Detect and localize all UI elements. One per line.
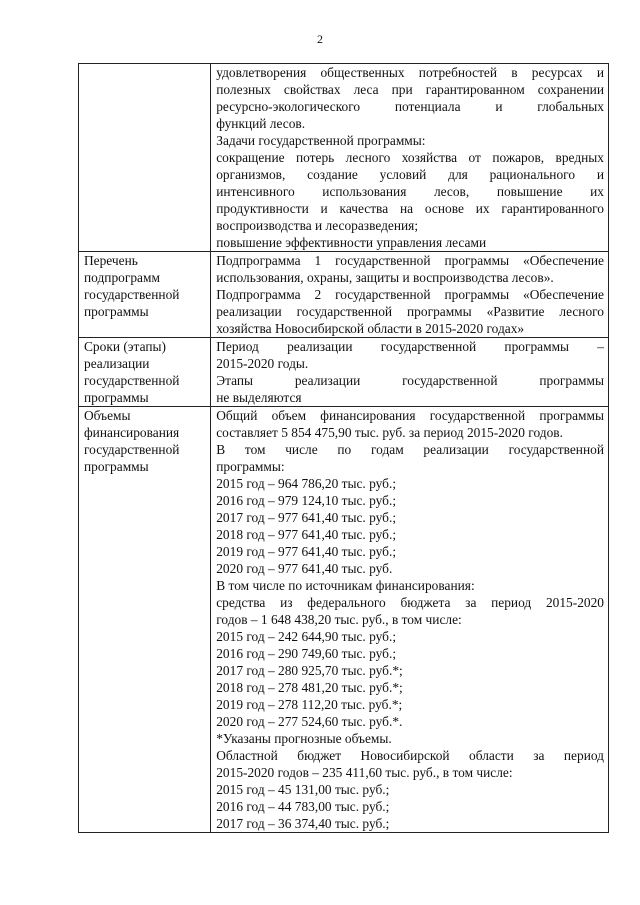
content-line: хозяйства Новосибирской области в 2015-2020 годах» bbox=[216, 321, 525, 336]
content-line: 2017 год – 977 641,40 тыс. руб.; bbox=[216, 510, 397, 525]
content-line: средства из федерального бюджета за период 2015-2020 bbox=[216, 595, 604, 610]
row-label-line: государственной bbox=[84, 287, 180, 302]
content-line: использования, охраны, защиты и воспроизводства лесов». bbox=[216, 270, 554, 285]
content-line: сокращение потерь лесного хозяйства от пожаров, вредных bbox=[216, 150, 604, 165]
row-label-line: государственной bbox=[84, 373, 180, 388]
content-line: В том числе по источникам финансирования: bbox=[216, 578, 475, 593]
table-row bbox=[79, 252, 609, 338]
content-line: 2020 год – 277 524,60 тыс. руб.*. bbox=[216, 714, 403, 729]
content-line: 2015-2020 годы. bbox=[216, 356, 309, 371]
row-label-line: государственной bbox=[84, 442, 180, 457]
content-line: 2018 год – 278 481,20 тыс. руб.*; bbox=[216, 680, 403, 695]
row-label-cell bbox=[79, 407, 211, 833]
content-line: организмов, создание условий для рационального и bbox=[216, 167, 604, 182]
content-line: 2016 год – 979 124,10 тыс. руб.; bbox=[216, 493, 397, 508]
content-line: продуктивности и качества на основе их гарантированного bbox=[216, 201, 604, 216]
row-label-line: программы bbox=[84, 304, 149, 319]
content-line: интенсивного использования лесов, повышение их bbox=[216, 184, 604, 199]
content-line: 2017 год – 280 925,70 тыс. руб.*; bbox=[216, 663, 403, 678]
content-line: 2015 год – 45 131,00 тыс. руб.; bbox=[216, 782, 390, 797]
table-body bbox=[79, 64, 609, 833]
row-label-cell bbox=[79, 252, 211, 338]
row-label-line: Объемы bbox=[84, 408, 131, 423]
content-line: *Указаны прогнозные объемы. bbox=[216, 731, 392, 746]
content-line: составляет 5 854 475,90 тыс. руб. за период 2015-2020 годов. bbox=[216, 425, 563, 440]
content-line: 2016 год – 290 749,60 тыс. руб.; bbox=[216, 646, 397, 661]
content-line: В том числе по годам реализации государственной bbox=[216, 442, 604, 457]
row-label-line: реализации bbox=[84, 356, 150, 371]
table-row bbox=[79, 338, 609, 407]
table-row bbox=[79, 407, 609, 833]
row-content-cell bbox=[211, 407, 609, 833]
content-line: 2019 год – 278 112,20 тыс. руб.*; bbox=[216, 697, 403, 712]
row-content-cell bbox=[211, 338, 609, 407]
content-line: Общий объем финансирования государственной программы bbox=[216, 408, 604, 423]
content-line: 2020 год – 977 641,40 тыс. руб. bbox=[216, 561, 393, 576]
content-line: годов – 1 648 438,20 тыс. руб., в том числе: bbox=[216, 612, 462, 627]
content-line: Этапы реализации государственной программы bbox=[216, 373, 604, 388]
content-line: Период реализации государственной программы – bbox=[216, 339, 604, 354]
content-line: ресурсно-экологического потенциала и глобальных bbox=[216, 99, 604, 114]
row-label-cell bbox=[79, 338, 211, 407]
program-passport-table bbox=[78, 63, 609, 833]
content-line: функций лесов. bbox=[216, 116, 306, 131]
content-line: программы: bbox=[216, 459, 285, 474]
content-line: воспроизводства и лесоразведения; bbox=[216, 218, 419, 233]
table-row bbox=[79, 64, 609, 252]
page-number: 2 bbox=[317, 32, 323, 46]
content-line: не выделяются bbox=[216, 390, 302, 405]
content-line: удовлетворения общественных потребностей в ресурсах и bbox=[216, 65, 604, 80]
content-line: 2017 год – 36 374,40 тыс. руб.; bbox=[216, 816, 390, 831]
content-line: Областной бюджет Новосибирской области за период bbox=[216, 748, 604, 763]
content-line: повышение эффективности управления лесами bbox=[216, 235, 487, 250]
content-line: 2016 год – 44 783,00 тыс. руб.; bbox=[216, 799, 390, 814]
row-content-cell bbox=[211, 252, 609, 338]
row-label-line: подпрограмм bbox=[84, 270, 160, 285]
row-label-line: финансирования bbox=[84, 425, 180, 440]
content-line: Подпрограмма 1 государственной программы «Обеспечение bbox=[216, 253, 604, 268]
row-label-cell bbox=[79, 64, 211, 252]
content-line: 2015-2020 годов – 235 411,60 тыс. руб., в том числе: bbox=[216, 765, 513, 780]
content-line: реализации государственной программы «Развитие лесного bbox=[216, 304, 604, 319]
content-line: Подпрограмма 2 государственной программы «Обеспечение bbox=[216, 287, 604, 302]
content-line: 2019 год – 977 641,40 тыс. руб.; bbox=[216, 544, 397, 559]
content-line: 2015 год – 964 786,20 тыс. руб.; bbox=[216, 476, 397, 491]
content-line: 2018 год – 977 641,40 тыс. руб.; bbox=[216, 527, 397, 542]
row-label-line: Сроки (этапы) bbox=[84, 339, 166, 354]
content-line: полезных свойствах леса при гарантированном сохранении bbox=[216, 82, 604, 97]
content-line: 2015 год – 242 644,90 тыс. руб.; bbox=[216, 629, 397, 644]
row-label-line: Перечень bbox=[84, 253, 138, 268]
content-line: Задачи государственной программы: bbox=[216, 133, 426, 148]
row-label-line: программы bbox=[84, 390, 149, 405]
row-label-line: программы bbox=[84, 459, 149, 474]
row-content-cell bbox=[211, 64, 609, 252]
